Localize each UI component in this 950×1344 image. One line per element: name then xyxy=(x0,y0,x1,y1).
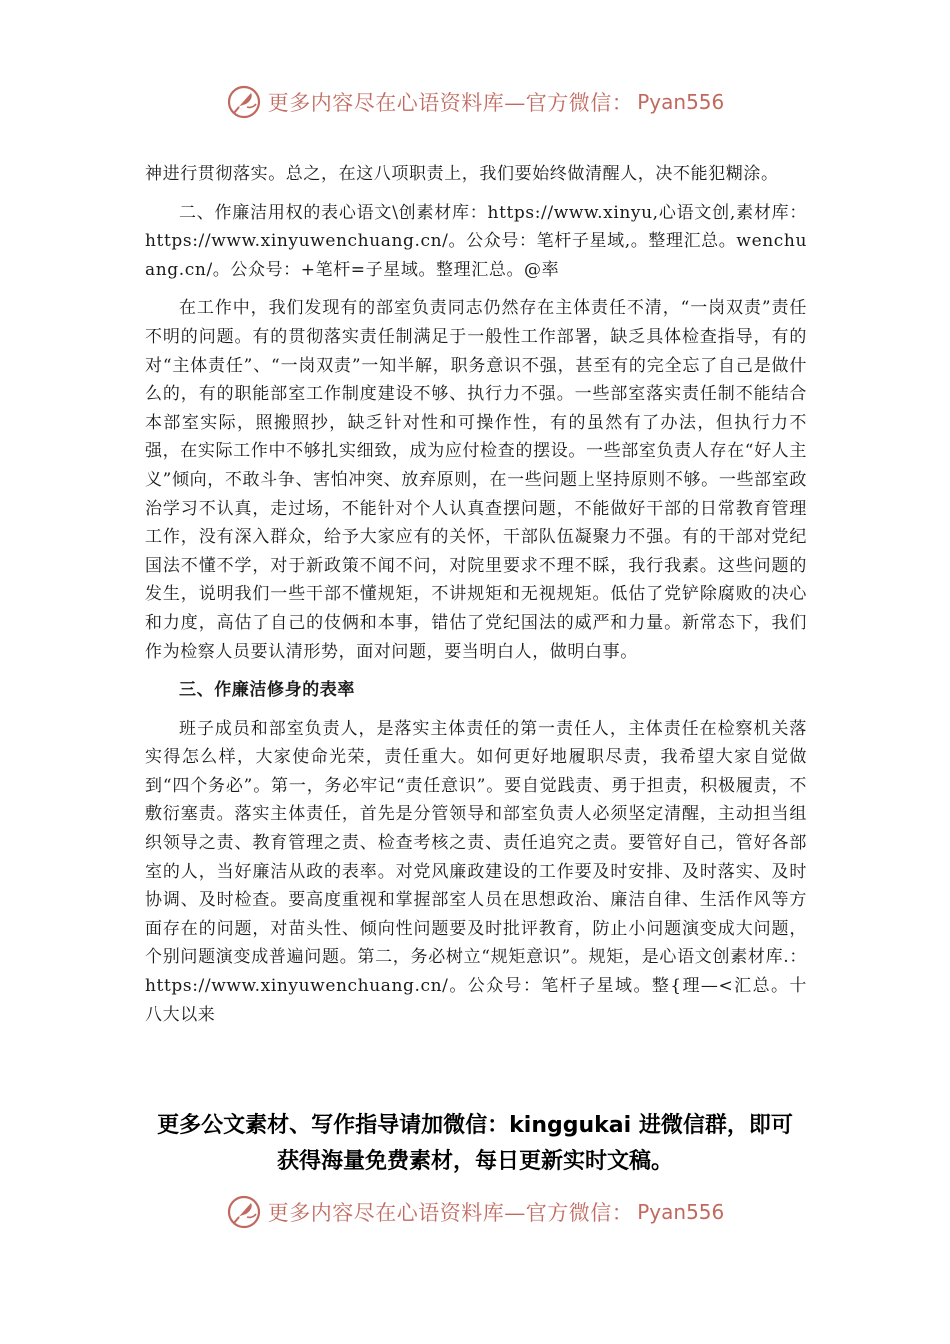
promo-line-2: 获得海量免费素材，每日更新实时文稿。 xyxy=(276,1149,673,1174)
problems-paragraph: 在工作中，我们发现有的部室负责同志仍然存在主体责任不清，“一岗双责”责任不明的问题。有的贯彻落实责任制满足于一般性工作部署，缺乏具体检查指导，有的对“主体责任”、“一岗双责”一知半解，职务意识不强，甚至有的完全忘了自己是做什么的，有的职能部室工作制度建设不够、执行力不强。一些部室落实责任制不能结合本部室实际，照搬照抄，缺乏针对性和可操作性，有的虽然有了办法，但执行力不强，在实际工作中不够扎实细致，成为应付检查的摆设。一些部室负责人存在“好人主义”倾向，不敢斗争、害怕冲突、放弃原则，在一些问题上坚持原则不够。一些部室政治学习不认真，走过场，不能针对个人认真查摆问题，不能做好干部的日常教育管理工作，没有深入群众，给予大家应有的关怀，干部队伍凝聚力不强。有的干部对党纪国法不懂不学，对于新政策不闻不问，对院里要求不理不睬，我行我素。这些问题的发生，说明我们一些干部不懂规矩，不讲规矩和无视规矩。低估了党铲除腐败的决心和力度，高估了自己的伎俩和本事，错估了党纪国法的威严和力量。新常态下，我们作为检察人员要认清形势，面对问题，要当明白人，做明白事。 xyxy=(145,298,807,662)
four-musts-paragraph: 班子成员和部室负责人，是落实主体责任的第一责任人，主体责任在检察机关落实得怎么样，大家使命光荣，责任重大。如何更好地履职尽责，我希望大家自觉做到“四个务必”。第一，务必牢记“责任意识”。要自觉践责、勇于担责，积极履责，不敷衍塞责。落实主体责任，首先是分管领导和部室负责人必须坚定清醒，主动担当组织领导之责、教育管理之责、检查考核之责、责任追究之责。要管好自己，管好各部室的人，当好廉洁从政的表率。对党风廉政建设的工作要及时安排、及时落实、及时协调、及时检查。要高度重视和掌握部室人员在思想政治、廉洁自律、生活作风等方面存在的问题，对苗头性、倾向性问题要及时批评教育，防止小问题演变成大问题，个别问题演变成普遍问题。第二，务必树立“规矩意识”。规矩，是心语文创素材库.：https://www.xinyuwenchuang.cn/。公众号：笔杆子星域。整{理—<汇总。十八大以来 xyxy=(145,718,807,1025)
paragraph-continuation: 神进行贯彻落实。总之，在这八项职责上，我们要始终做清醒人，决不能犯糊涂。 xyxy=(145,164,779,184)
promo-notice xyxy=(100,1108,850,1180)
quill-pen-logo-icon xyxy=(226,1194,262,1230)
document-body xyxy=(145,160,807,1039)
quill-pen-logo-icon xyxy=(226,84,262,120)
section-three-heading: 三、作廉洁修身的表率 xyxy=(179,680,355,701)
section-two-paragraph: 二、作廉洁用权的表心语文\创素材库：https://www.xinyu,心语文创,素材库：https://www.xinyuwenchuang.cn/。公众号：笔杆子星域,。整理汇总。wenchuang.cn/。公众号：+笔杆=子星域。整理汇总。@率 xyxy=(145,202,807,280)
footer-banner xyxy=(0,1190,950,1234)
banner-wechat-id: Pyan556 xyxy=(637,1200,725,1224)
promo-line-1: 更多公文素材、写作指导请加微信：kinggukai 进微信群，即可 xyxy=(157,1113,793,1138)
header-banner xyxy=(0,80,950,124)
banner-text: 更多内容尽在心语资料库—官方微信： xyxy=(267,91,634,115)
banner-text: 更多内容尽在心语资料库—官方微信： xyxy=(267,1201,634,1225)
banner-wechat-id: Pyan556 xyxy=(637,90,725,114)
